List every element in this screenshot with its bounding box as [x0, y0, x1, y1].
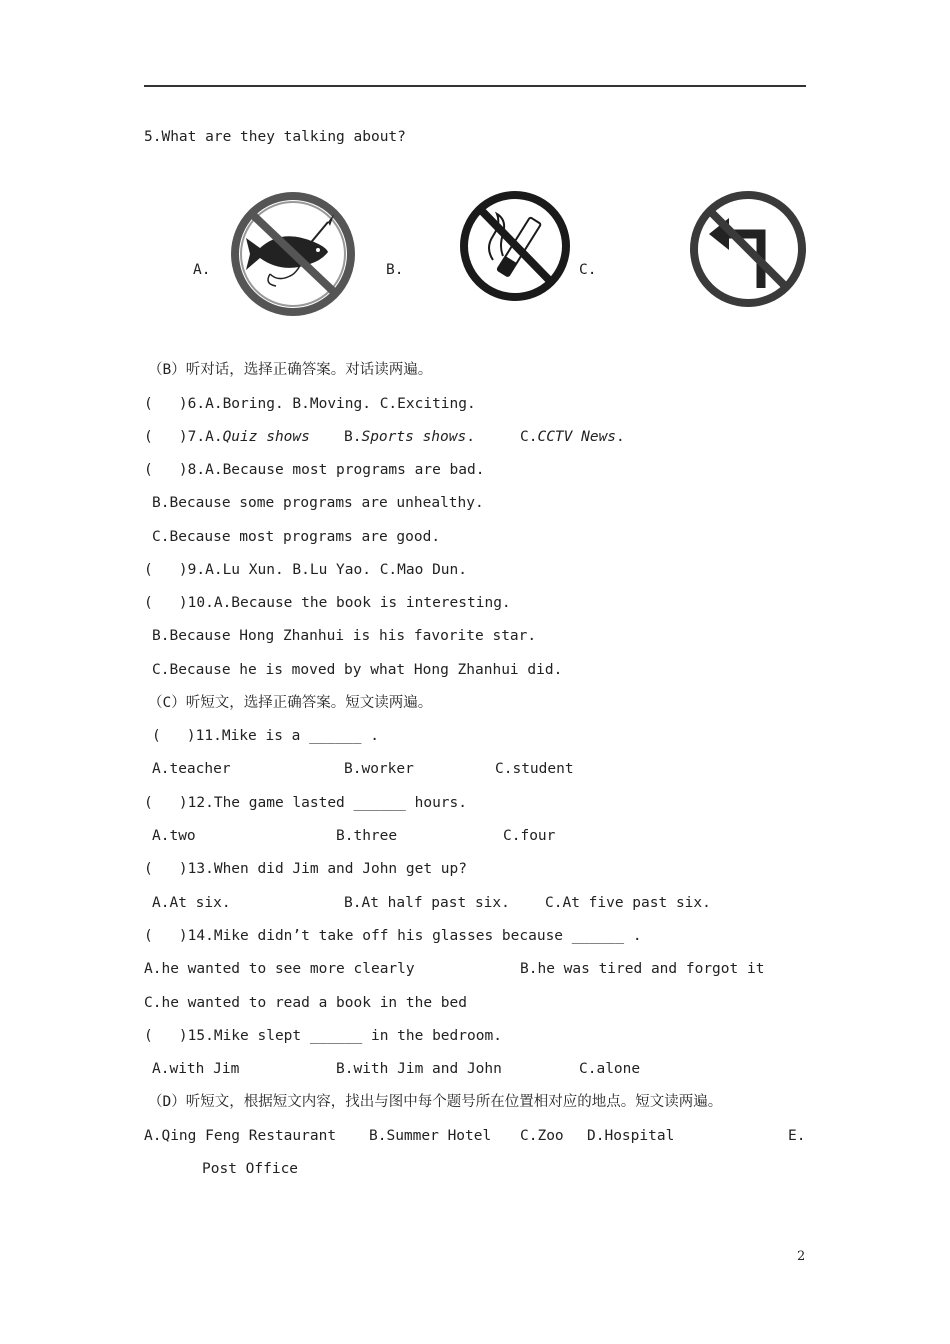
- q8-option-b: B.Because some programs are unhealthy.: [152, 495, 484, 511]
- header-rule: [144, 85, 806, 87]
- page-number: 2: [797, 1249, 806, 1264]
- section-c-heading: （C）听短文，选择正确答案。短文读两遍。: [148, 695, 433, 711]
- q7-prefix: ( )7.A.: [144, 429, 223, 445]
- q13-option-c: C.At five past six.: [545, 895, 711, 911]
- place-e-label: E.: [788, 1128, 806, 1144]
- no-fishing-icon: [230, 192, 358, 316]
- q10-option-b: B.Because Hong Zhanhui is his favorite star.: [152, 628, 537, 644]
- q11-option-c: C.student: [495, 761, 574, 777]
- question-14: ( )14.Mike didn’t take off his glasses because ______ .: [144, 928, 642, 944]
- q10-option-c: C.Because he is moved by what Hong Zhanhui did.: [152, 662, 563, 678]
- q14-option-c: C.he wanted to read a book in the bed: [144, 995, 468, 1011]
- option-c-label: C.: [579, 262, 597, 278]
- question-9: ( )9.A.Lu Xun. B.Lu Yao. C.Mao Dun.: [144, 562, 468, 578]
- question-15: ( )15.Mike slept ______ in the bedroom.: [144, 1028, 502, 1044]
- q15-option-a: A.with Jim: [152, 1061, 240, 1077]
- place-a: A.Qing Feng Restaurant: [144, 1128, 337, 1144]
- section-b-heading: （B）听对话，选择正确答案。对话读两遍。: [148, 362, 433, 378]
- q7-option-b: Sports shows: [361, 429, 467, 445]
- q8-option-c: C.Because most programs are good.: [152, 529, 441, 545]
- q7-option-c-line: C.CCTV News.: [520, 429, 625, 445]
- question-6: ( )6.A.Boring. B.Moving. C.Exciting.: [144, 396, 476, 412]
- q13-option-b: B.At half past six.: [344, 895, 510, 911]
- no-left-turn-icon: [689, 190, 809, 310]
- question-7: [144, 428, 310, 446]
- place-c: C.Zoo: [520, 1128, 564, 1144]
- place-d: D.Hospital: [587, 1128, 675, 1144]
- option-b-label: B.: [386, 262, 404, 278]
- place-e-text: Post Office: [202, 1161, 299, 1177]
- q7-option-b-prefix: B.: [344, 429, 362, 445]
- q11-option-a: A.teacher: [152, 761, 231, 777]
- q15-option-c: C.alone: [579, 1061, 641, 1077]
- q14-option-a: A.he wanted to see more clearly: [144, 961, 415, 977]
- q13-option-a: A.At six.: [152, 895, 231, 911]
- no-smoking-icon: [459, 190, 573, 304]
- question-8: ( )8.A.Because most programs are bad.: [144, 462, 485, 478]
- q15-option-b: B.with Jim and John: [336, 1061, 502, 1077]
- question-12: ( )12.The game lasted ______ hours.: [144, 795, 468, 811]
- question-10: ( )10.A.Because the book is interesting.: [144, 595, 511, 611]
- q12-option-c: C.four: [503, 828, 556, 844]
- q11-option-b: B.worker: [344, 761, 414, 777]
- q12-option-b: B.three: [336, 828, 398, 844]
- q7-option-b-line: B.Sports shows.: [344, 429, 475, 445]
- q7-option-c: CCTV News: [537, 429, 617, 445]
- question-5: 5.What are they talking about?: [144, 129, 406, 145]
- q14-option-b: B.he was tired and forgot it: [520, 961, 765, 977]
- section-d-heading: （D）听短文，根据短文内容，找出与图中每个题号所在位置相对应的地点。短文读两遍。: [148, 1094, 723, 1110]
- q7-option-a: Quiz shows: [222, 429, 310, 445]
- question-11: ( )11.Mike is a ______ .: [152, 728, 379, 744]
- option-a-label: A.: [193, 262, 211, 278]
- q12-option-a: A.two: [152, 828, 196, 844]
- place-b: B.Summer Hotel: [369, 1128, 492, 1144]
- q7-option-c-prefix: C.: [520, 429, 538, 445]
- question-13: ( )13.When did Jim and John get up?: [144, 861, 468, 877]
